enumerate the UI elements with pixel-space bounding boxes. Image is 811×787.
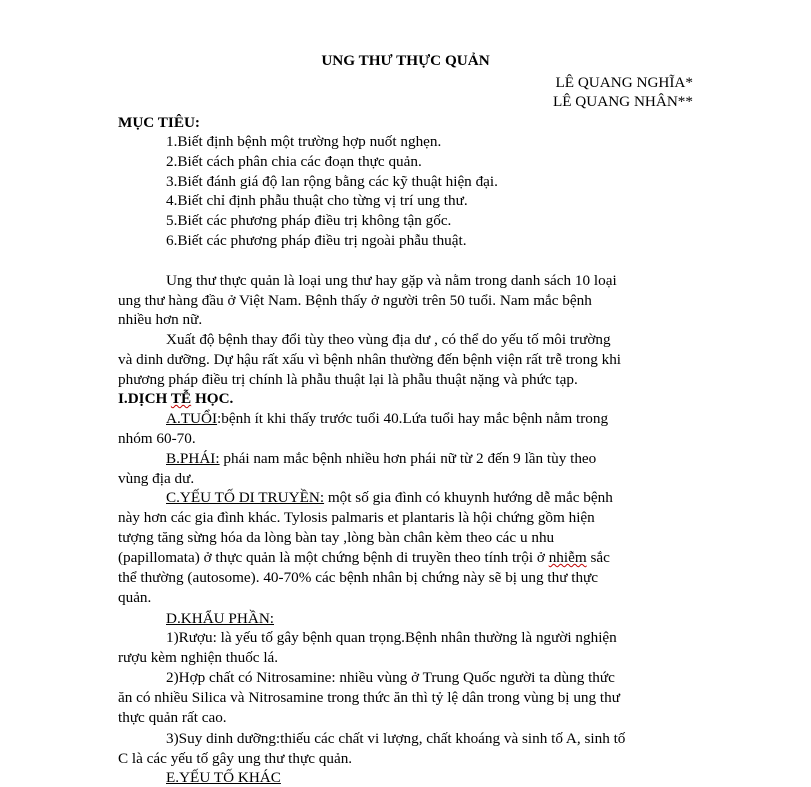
intro-paragraph-line: nhiều hơn nữ. <box>118 311 203 328</box>
intro-paragraph-line: ung thư hàng đầu ở Việt Nam. Bệnh thấy ở người trên 50 tuổi. Nam mắc bệnh <box>118 292 592 309</box>
objectives-heading: MỤC TIÊU: <box>118 114 200 131</box>
body-line <box>118 548 610 567</box>
intro-paragraph-line: Ung thư thực quản là loại ung thư hay gặp và nằm trong danh sách 10 loại <box>166 272 617 289</box>
body-line: 1)Rượu: là yếu tố gây bệnh quan trọng.Bệnh nhân thường là người nghiện <box>166 629 617 646</box>
objective-item: 1.Biết định bệnh một trường hợp nuốt nghẹn. <box>166 133 442 150</box>
body-text: (papillomata) ở thực quản là một chứng bệnh di truyền theo tính trội ở <box>118 549 549 566</box>
author-1: LÊ QUANG NGHĨA* <box>555 74 693 91</box>
heading-text: HỌC. <box>191 390 234 407</box>
subsection-genetic-line <box>166 488 613 507</box>
body-line: 3)Suy dinh dưỡng:thiếu các chất vi lượng, chất khoáng và sinh tố A, sinh tố <box>166 730 626 747</box>
subsection-label-age: A.TUỔI <box>166 410 218 427</box>
body-line: tượng tăng sừng hóa da lòng bàn tay ,lòng bàn chân kèm theo các u nhu <box>118 529 555 546</box>
objective-item: 6.Biết các phương pháp điều trị ngoài phẫu thuật. <box>166 232 467 249</box>
body-line: vùng địa dư. <box>118 470 195 487</box>
subsection-label-genetic: C.YẾU TỐ DI TRUYỀN: <box>166 489 325 506</box>
heading-text: I.DỊCH <box>118 390 171 407</box>
objective-item: 2.Biết cách phân chia các đoạn thực quản. <box>166 153 422 170</box>
objective-item: 3.Biết đánh giá độ lan rộng bằng các kỹ thuật hiện đại. <box>166 173 498 190</box>
body-line: nhóm 60-70. <box>118 430 196 447</box>
body-text: một số gia đình có khuynh hướng dễ mắc bệnh <box>324 489 613 506</box>
body-line: ăn có nhiều Silica và Nitrosamine trong thức ăn thì tỷ lệ dân trong vùng bị ung thư <box>118 689 620 706</box>
body-line: 2)Hợp chất có Nitrosamine: nhiều vùng ở Trung Quốc người ta dùng thức <box>166 669 615 686</box>
body-line: rượu kèm nghiện thuốc lá. <box>118 649 279 666</box>
cut-off-next-heading: E.YẾU TỐ KHÁC <box>166 769 281 786</box>
objective-item: 5.Biết các phương pháp điều trị không tận gốc. <box>166 212 452 229</box>
subsection-label-diet: D.KHẨU PHẦN: <box>166 610 275 627</box>
section-heading-epidemiology <box>118 389 233 408</box>
body-text: sắc <box>586 549 610 566</box>
subsection-label-sex: B.PHÁI: <box>166 450 220 467</box>
subsection-sex-line <box>166 449 596 468</box>
document-title: UNG THƯ THỰC QUẢN <box>321 52 490 69</box>
body-line: C là các yếu tố gây ung thư thực quản. <box>118 750 353 767</box>
author-2: LÊ QUANG NHÂN** <box>552 93 693 110</box>
body-text: :bệnh ít khi thấy trước tuổi 40.Lứa tuổi hay mắc bệnh nằm trong <box>217 410 609 427</box>
spellcheck-flagged-word: TỄ <box>170 390 192 407</box>
body-line: này hơn các gia đình khác. Tylosis palmaris et plantaris là hội chứng gồm hiện <box>118 509 595 526</box>
spellcheck-flagged-word: nhiễm <box>548 549 587 566</box>
intro-paragraph-line: và dinh dưỡng. Dự hậu rất xấu vì bệnh nhân thường đến bệnh viện rất trễ trong khi <box>118 351 622 368</box>
body-text: phái nam mắc bệnh nhiều hơn phái nữ từ 2 đến 9 lần tùy theo <box>219 450 597 467</box>
body-line: quản. <box>118 589 152 606</box>
intro-paragraph-line: phương pháp điều trị chính là phẫu thuật lại là phẫu thuật nặng và phức tạp. <box>118 371 578 388</box>
body-line: thể thường (autosome). 40-70% các bệnh nhân bị chứng này sẽ bị ung thư thực <box>118 569 599 586</box>
subsection-age-line <box>166 409 608 428</box>
objective-item: 4.Biết chỉ định phẫu thuật cho từng vị trí ung thư. <box>166 192 468 209</box>
intro-paragraph-line: Xuất độ bệnh thay đổi tùy theo vùng địa dư , có thể do yếu tố môi trường <box>166 331 611 348</box>
body-line: thực quản rất cao. <box>118 709 227 726</box>
